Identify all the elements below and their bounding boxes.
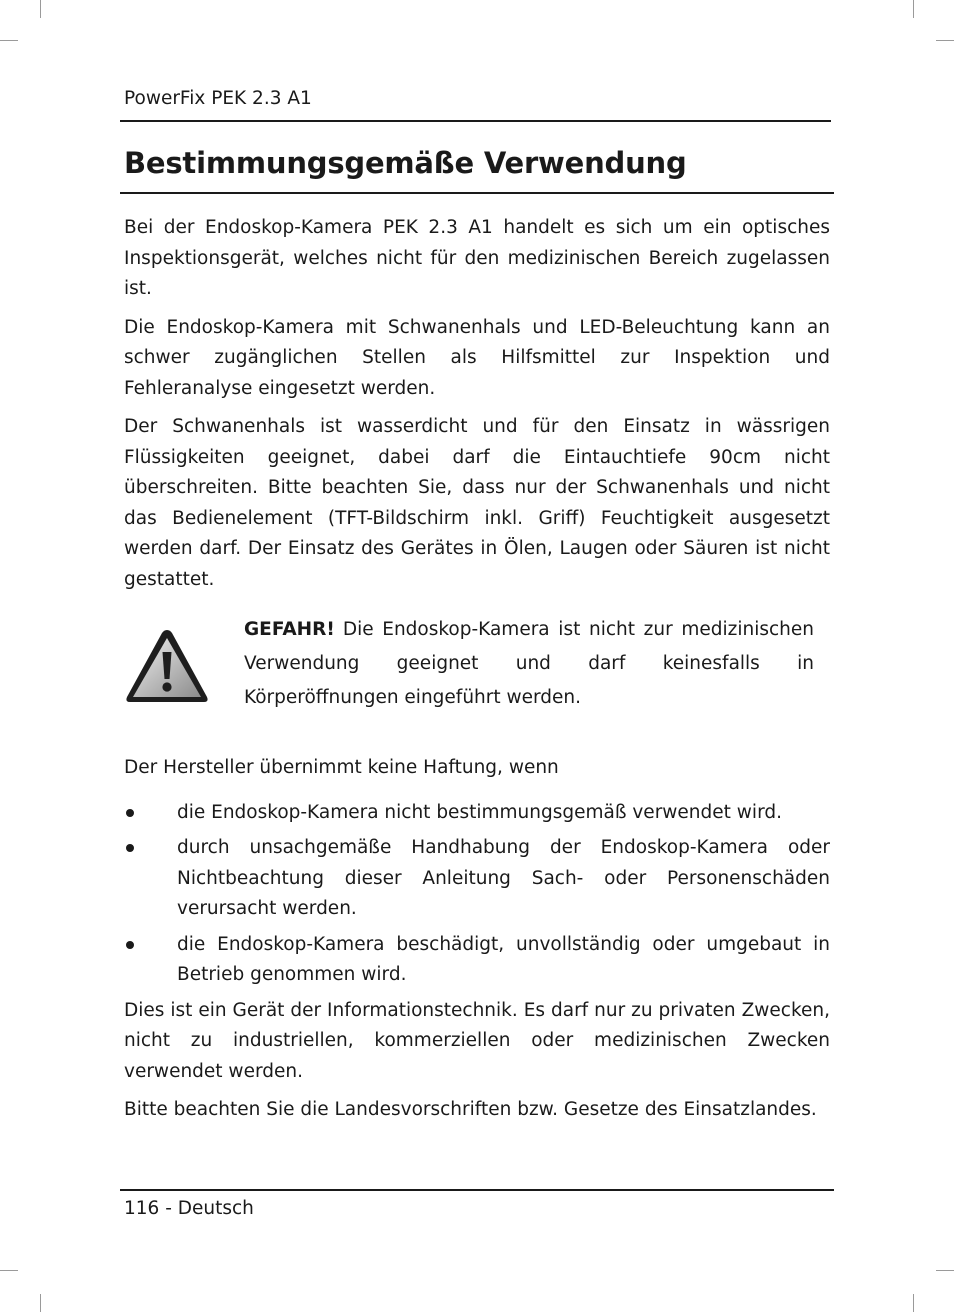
warning-triangle-icon xyxy=(124,627,210,705)
crop-mark xyxy=(936,40,954,41)
crop-mark xyxy=(913,0,914,18)
paragraph: Der Schwanenhals ist wasserdicht und für den Einsatz in wässrigen Flüssigkeiten geeignet, dabei darf die Eintauchtiefe 90cm nicht überschreiten. Bitte beachten Sie, dass nur der Schwanenhals und nicht das Bedienelement (TFT-Bildschirm inkl. Griff) Feuchtigkeit ausgesetzt werden darf. Der Einsatz des Gerätes in Ölen, Laugen oder Säuren ist nicht gestattet. xyxy=(124,416,830,590)
paragraph: Bitte beachten Sie die Landesvorschriften bzw. Gesetze des Einsatzlandes. xyxy=(124,1099,817,1120)
paragraph: Die Endoskop-Kamera mit Schwanenhals und LED-Beleuchtung kann an schwer zugänglichen Stellen als Hilfsmittel zur Inspektion und Fehleranalyse eingesetzt werden. xyxy=(124,316,830,399)
header-rule xyxy=(120,120,831,122)
crop-mark xyxy=(0,1270,18,1271)
crop-mark xyxy=(40,0,41,18)
warning-message: Die Endoskop-Kamera ist nicht zur medizinischen Verwendung geeignet und darf keinesfalls in Körperöffnungen eingeführt werden. xyxy=(244,619,814,708)
running-header: PowerFix PEK 2.3 A1 xyxy=(124,88,312,109)
list-item: durch unsachgemäße Handhabung der Endoskop-Kamera oder Nichtbeachtung dieser Anleitung Sach- oder Personenschäden verursacht werden. xyxy=(124,833,830,925)
liability-list xyxy=(124,798,830,991)
list-item: die Endoskop-Kamera nicht bestimmungsgemäß verwendet wird. xyxy=(124,798,830,829)
paragraph: Dies ist ein Gerät der Informationstechnik. Es darf nur zu privaten Zwecken, nicht zu industriellen, kommerziellen oder medizinischen Zwecken verwendet werden. xyxy=(124,999,830,1082)
list-item: die Endoskop-Kamera beschädigt, unvollständig oder umgebaut in Betrieb genommen wird. xyxy=(124,930,830,991)
liability-intro: Der Hersteller übernimmt keine Haftung, wenn xyxy=(124,757,559,778)
section-title: Bestimmungsgemäße Verwendung xyxy=(124,146,687,180)
crop-mark xyxy=(40,1294,41,1312)
crop-mark xyxy=(913,1294,914,1312)
crop-mark xyxy=(936,1270,954,1271)
footer-rule xyxy=(120,1189,834,1191)
page-number: 116 - Deutsch xyxy=(124,1198,254,1219)
title-rule xyxy=(120,192,834,194)
warning-text xyxy=(244,613,814,715)
danger-notice xyxy=(124,613,830,735)
crop-mark xyxy=(0,40,18,41)
paragraph: Bei der Endoskop-Kamera PEK 2.3 A1 handelt es sich um ein optisches Inspektionsgerät, welches nicht für den medizinischen Bereich zugelassen ist. xyxy=(124,217,830,299)
warning-label: GEFAHR! xyxy=(244,619,335,640)
page-body xyxy=(124,213,830,1134)
